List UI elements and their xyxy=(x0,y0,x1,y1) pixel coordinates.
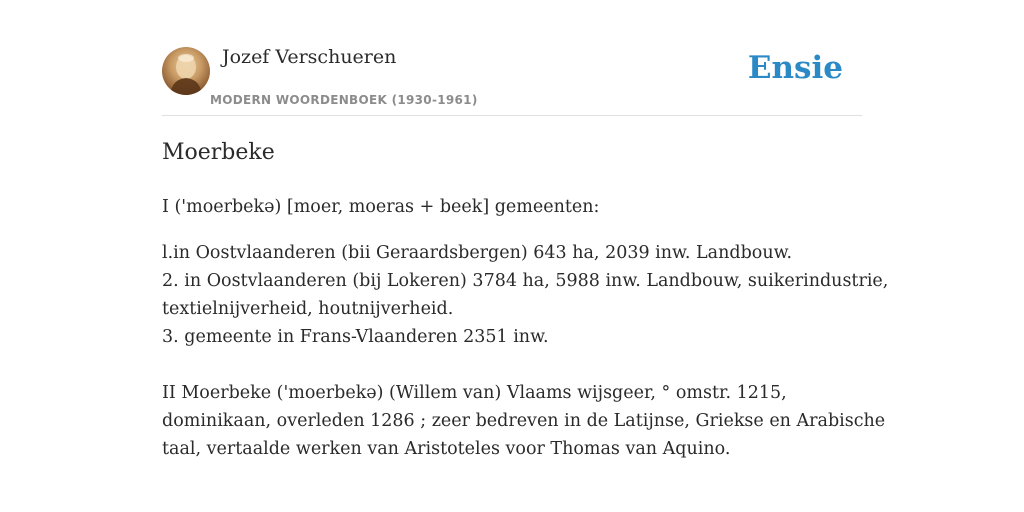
author-portrait-icon xyxy=(162,47,210,95)
entry-title: Moerbeke xyxy=(162,140,275,165)
entry-body xyxy=(162,193,889,463)
paragraph-gap xyxy=(162,351,862,379)
definition-line: textielnijverheid, houtnijverheid. xyxy=(162,299,454,319)
entry-header xyxy=(162,44,862,116)
entry-definitions xyxy=(162,239,889,463)
definition-line: l.in Oostvlaanderen (bii Geraardsbergen) 643 ha, 2039 inw. Landbouw. xyxy=(162,243,793,263)
header-divider xyxy=(162,115,862,116)
definition-line: II Moerbeke ('moerbekə) (Willem van) Vlaams wijsgeer, ° omstr. 1215, xyxy=(162,383,787,403)
definition-line: 2. in Oostvlaanderen (bij Lokeren) 3784 ha, 5988 inw. Landbouw, suikerindustrie, xyxy=(162,271,889,291)
author-avatar[interactable] xyxy=(162,47,210,95)
definition-line: dominikaan, overleden 1286 ; zeer bedreven in de Latijnse, Griekse en Arabische xyxy=(162,411,886,431)
definition-line: 3. gemeente in Frans-Vlaanderen 2351 inw. xyxy=(162,327,549,347)
ensie-logo[interactable]: Ensie xyxy=(747,50,843,86)
author-name[interactable]: Jozef Verschueren xyxy=(222,46,397,68)
entry-intro: I ('moerbekə) [moer, moeras + beek] gemeenten: xyxy=(162,197,600,217)
definition-line: taal, vertaalde werken van Aristoteles voor Thomas van Aquino. xyxy=(162,439,731,459)
source-name[interactable]: MODERN WOORDENBOEK (1930-1961) xyxy=(210,93,478,107)
